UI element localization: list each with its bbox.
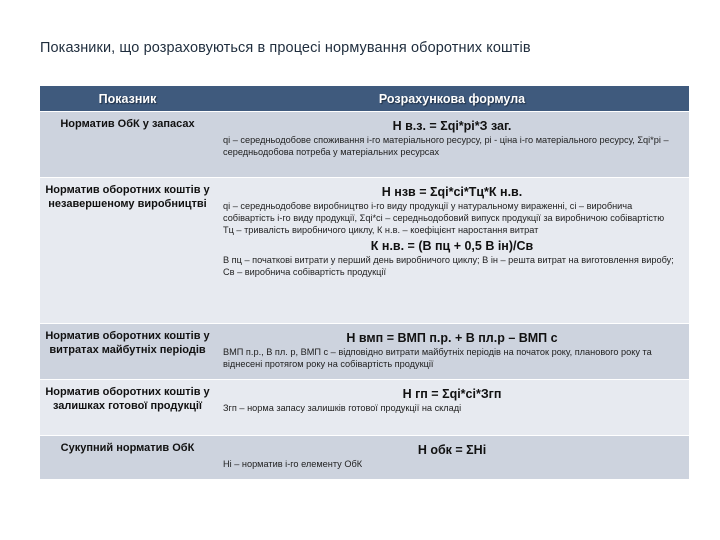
formula-description: Згп – норма запасу залишків готової продукції на складі — [223, 403, 462, 413]
formula-cell — [215, 112, 689, 178]
formula: Н нзв = Σqi*ci*Тц*К н.в. — [381, 185, 523, 199]
row-name: Норматив ОбК у запасах — [40, 112, 215, 178]
table-row-wip — [40, 178, 689, 324]
formula-secondary: К н.в. = (В пц + 0,5 В ін)/Св — [370, 239, 534, 253]
formula-description: Ні – норматив i-го елементу ОбК — [223, 459, 363, 469]
table-row-inventory — [40, 112, 689, 178]
indicators-table — [40, 86, 689, 480]
header-indicator: Показник — [40, 86, 215, 112]
formula-cell — [215, 380, 689, 436]
formula: Н гп = Σqi*ci*Згп — [402, 387, 502, 401]
formula-description: qi – середньодобове споживання i-го матеріального ресурсу, pi - ціна i-го матеріального ресурсу, Σqi*pi – середньодобова потреба у матеріальних ресурсах — [223, 135, 669, 157]
formula-description: Тц – тривалість виробничого циклу, К н.в. – коефіцієнт наростання витрат — [223, 225, 539, 235]
row-name: Норматив оборотних коштів у залишках готової продукції — [40, 380, 215, 436]
formula-cell — [215, 436, 689, 480]
formula-description: Св – виробнича собівартість продукції — [223, 267, 386, 277]
table-row-deferred — [40, 324, 689, 380]
formula-description: ВМП п.р., В пл. р, ВМП с – відповідно витрати майбутніх періодів на початок року, планового року та віднесені протягом року на собівартість продукції — [223, 347, 652, 369]
table-row-total — [40, 436, 689, 480]
formula-description: qi – середньодобове виробництво i-го виду продукції у натуральному вираженні, ci – виробнича собівартість i-го виду продукції, Σqi*ci – середньодобовий випуск продукції за виробничою собівартістю — [223, 201, 665, 223]
formula-description: В пц – початкові витрати у перший день виробничого циклу; В ін – решта витрат на виготовлення виробу; — [223, 255, 674, 265]
row-name: Сукупний норматив ОбК — [40, 436, 215, 480]
row-name: Норматив оборотних коштів у витратах майбутніх періодів — [40, 324, 215, 380]
formula: Н в.з. = Σqi*pi*З заг. — [392, 119, 512, 133]
table-row-finished-goods — [40, 380, 689, 436]
slide-title: Показники, що розраховуються в процесі нормування оборотних коштів — [40, 40, 531, 56]
row-name: Норматив оборотних коштів у незавершеному виробництві — [40, 178, 215, 324]
table-header-row — [40, 86, 689, 112]
header-formula: Розрахункова формула — [215, 86, 689, 112]
formula: Н обк = ΣНі — [417, 443, 487, 457]
formula: Н вмп = ВМП п.р. + В пл.р – ВМП с — [346, 331, 558, 345]
formula-cell — [215, 178, 689, 324]
formula-cell — [215, 324, 689, 380]
